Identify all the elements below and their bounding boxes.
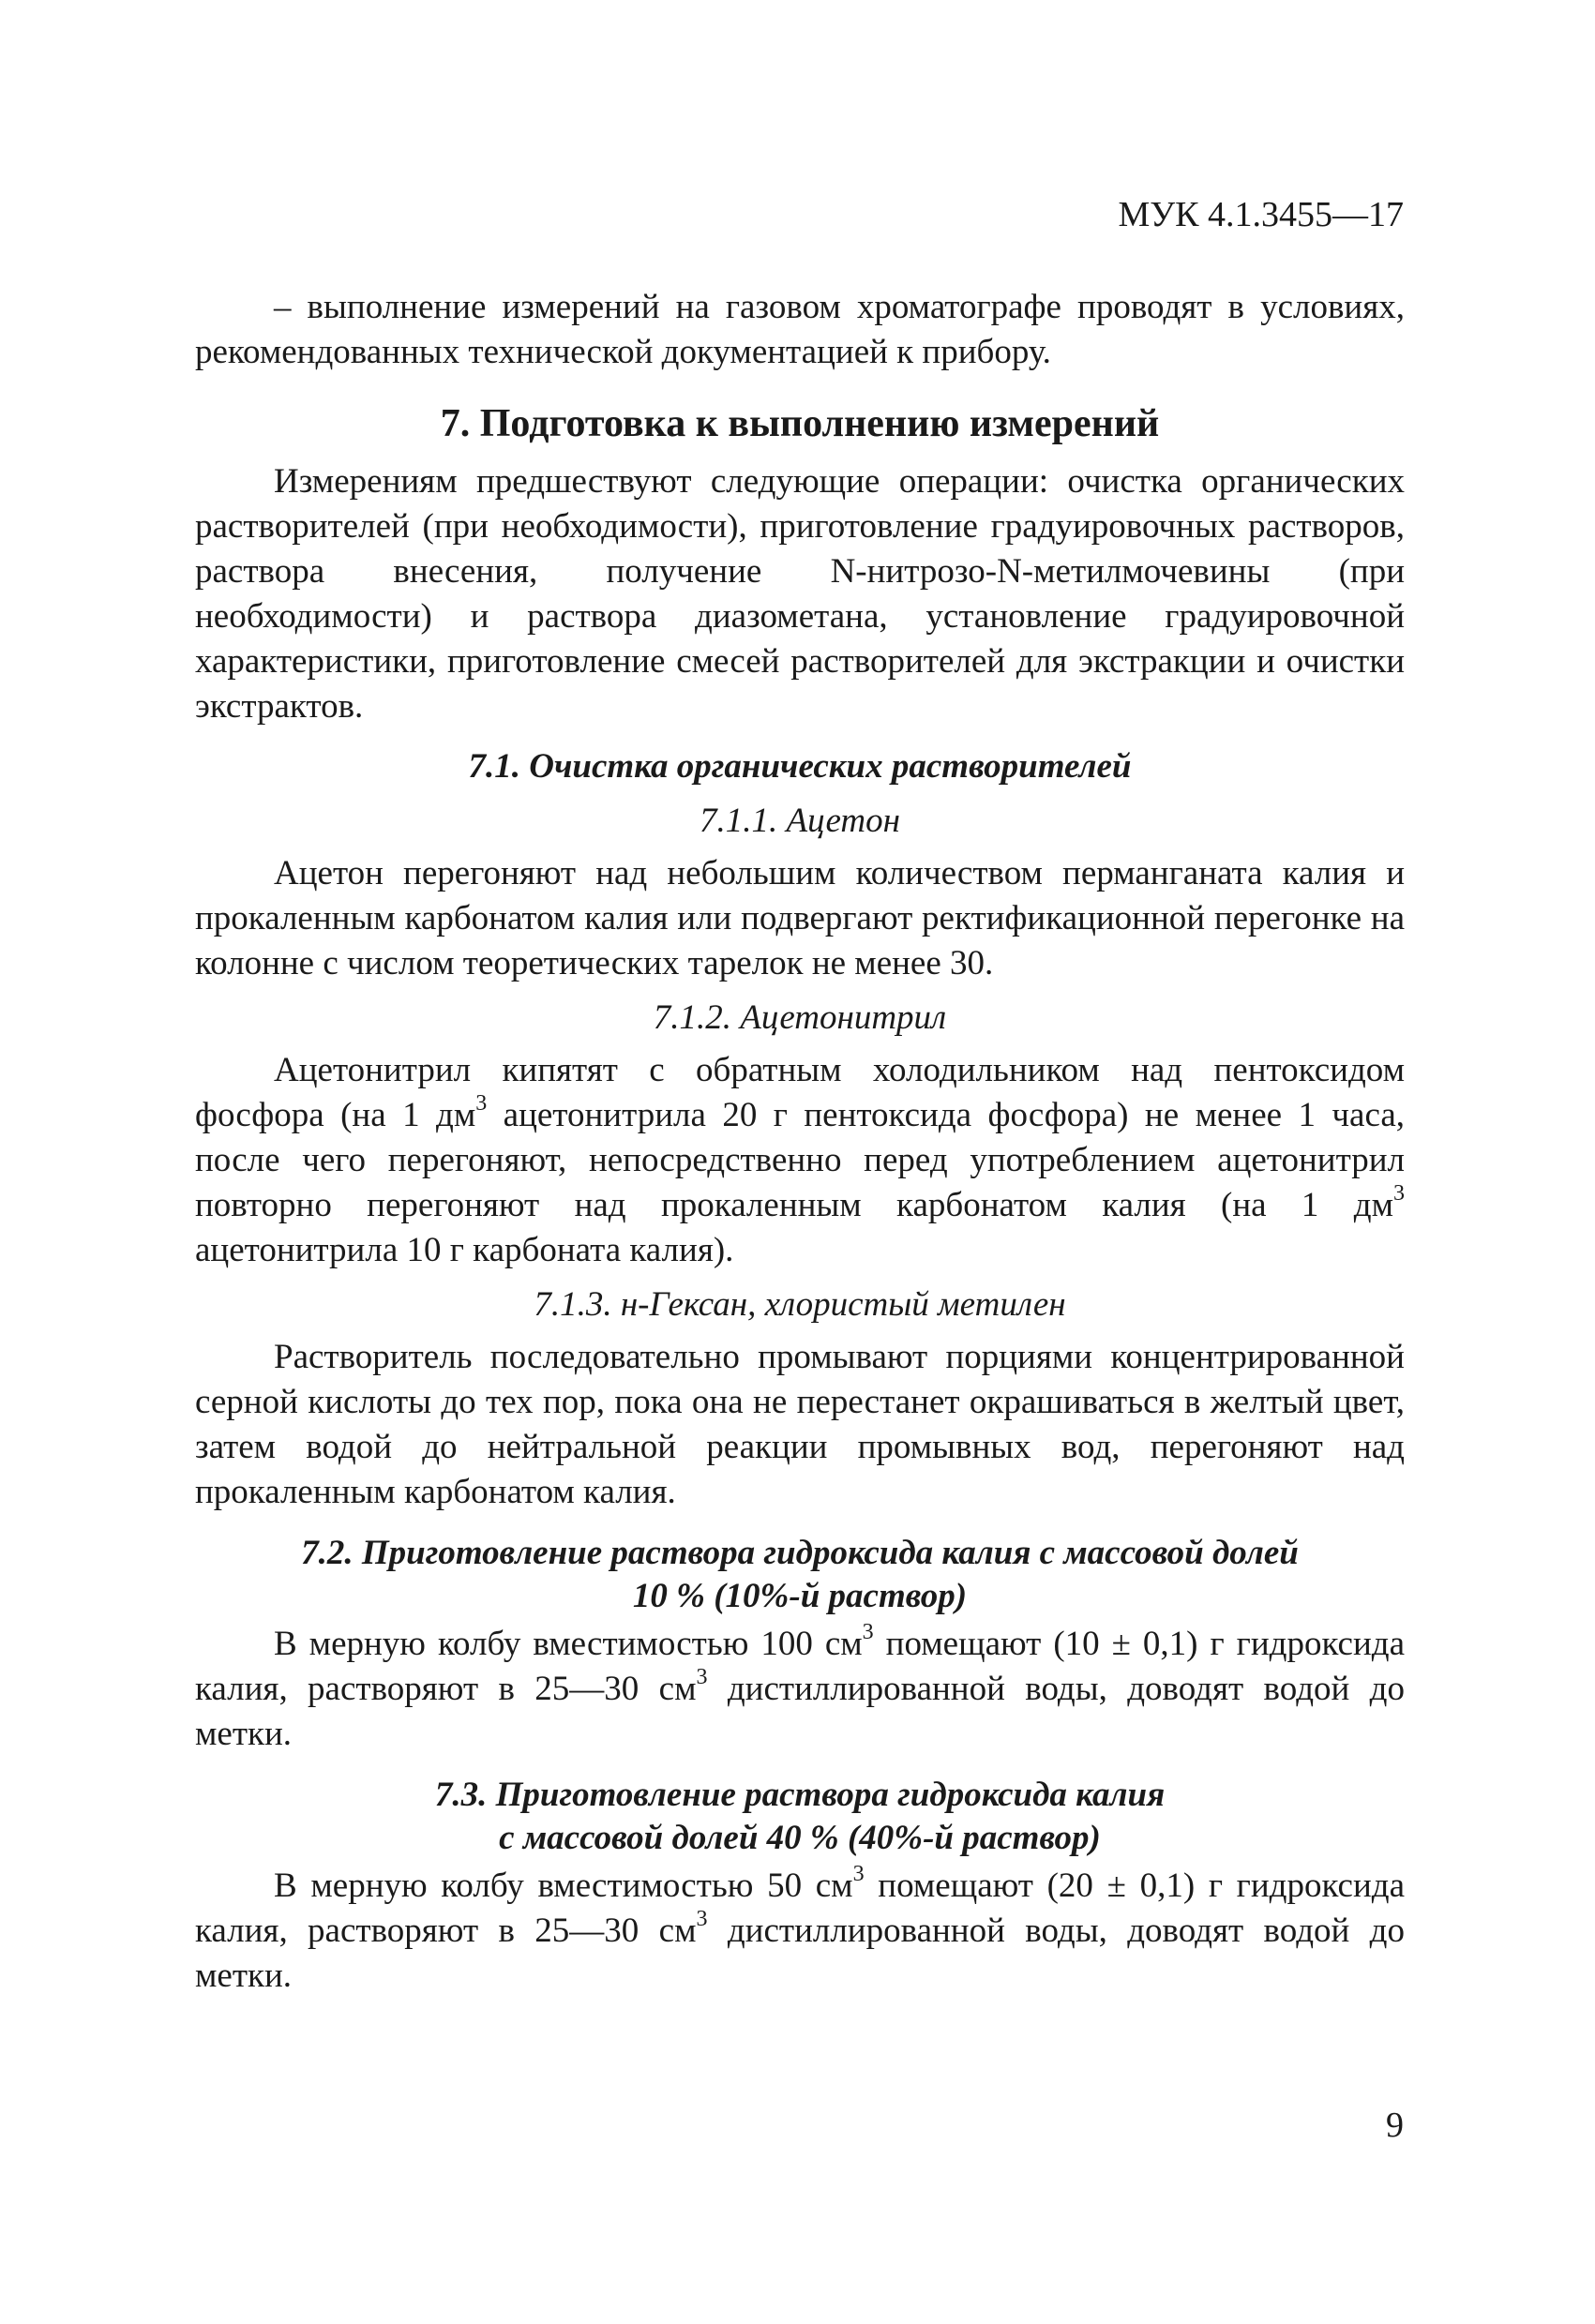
section-7-2-paragraph — [195, 1622, 1405, 1757]
text-run: дистиллированной воды, доводят водой до метки. — [195, 1912, 1406, 1995]
section-7-2-title — [195, 1532, 1405, 1618]
superscript: 3 — [696, 1907, 708, 1932]
section-7-2-title-line-2: 10 % (10%-й раствор) — [632, 1577, 968, 1615]
document-code-header: МУК 4.1.3455—17 — [1118, 195, 1404, 234]
text-run: В мерную колбу вместимостью 50 см — [274, 1867, 853, 1905]
text-run: ацетонитрила 10 г карбоната калия). — [195, 1231, 734, 1269]
superscript: 3 — [852, 1862, 865, 1887]
section-7-2-title-line-1: 7.2. Приготовление раствора гидроксида калия с массовой долей — [301, 1534, 1299, 1572]
section-7-1-3-paragraph: Растворитель последовательно промывают порциями концентрированной серной кислоты до тех пор, пока она не перестанет окрашиваться в желтый цвет, затем водой до нейтральной реакции промывных вод, перегоняют над прокаленным карбонатом калия. — [195, 1338, 1405, 1511]
section-7-3-title-line-1: 7.3. Приготовление раствора гидроксида калия — [434, 1776, 1166, 1814]
text-run: помещают (20 ± 0,1) г гидроксида калия, растворяют в 25—30 см — [195, 1867, 1406, 1950]
section-7-title: 7. Подготовка к выполнению измерений — [440, 402, 1160, 445]
text-run: В мерную колбу вместимостью 100 см — [274, 1625, 863, 1663]
intro-paragraph: – выполнение измерений на газовом хроматографе проводят в условиях, рекомендованных технической документацией к прибору. — [195, 288, 1405, 371]
text-run: Ацетонитрил кипятят с обратным холодильником над пентоксидом фосфора (на 1 дм — [195, 1051, 1405, 1134]
text-run: помещают (10 ± 0,1) г гидроксида калия, растворяют в 25—30 см — [195, 1625, 1405, 1708]
section-7-1-3-title: 7.1.3. н-Гексан, хлористый метилен — [534, 1285, 1066, 1324]
section-7-1-2-paragraph — [195, 1048, 1405, 1273]
section-7-3-title — [195, 1774, 1405, 1860]
section-7-3-title-line-2: с массовой долей 40 % (40%-й раствор) — [499, 1819, 1101, 1857]
document-body — [195, 285, 1405, 1999]
section-7-1-title: 7.1. Очистка органических растворителей — [468, 747, 1132, 786]
superscript: 3 — [475, 1091, 488, 1117]
text-run: дистиллированной воды, доводят водой до метки. — [195, 1670, 1406, 1753]
section-7-1-1-paragraph: Ацетон перегоняют над небольшим количеством перманганата калия и прокаленным карбонатом калия или подвергают ректификационной перегонке на колонне с числом теоретических тарелок не менее 30. — [195, 854, 1405, 982]
superscript: 3 — [696, 1665, 708, 1690]
section-7-1-2-title: 7.1.2. Ацетонитрил — [653, 998, 947, 1037]
superscript: 3 — [1393, 1181, 1405, 1207]
section-7-3-paragraph — [195, 1864, 1405, 1999]
page-number: 9 — [1386, 2106, 1404, 2145]
section-7-paragraph: Измерениям предшествуют следующие операции: очистка органических растворителей (при необходимости), приготовление градуировочных растворов, раствора внесения, получение N-нитрозо-N-метилмочевины (при необходимости) и раствора диазометана, установление градуировочной характеристики, приготовление смесей растворителей для экстракции и очистки экстрактов. — [195, 462, 1405, 726]
section-7-1-1-title: 7.1.1. Ацетон — [699, 802, 901, 840]
text-run: ацетонитрила 20 г пентоксида фосфора) не менее 1 часа, после чего перегоняют, непосредственно перед употреблением ацетонитрил повторно перегоняют над прокаленным карбонатом калия (на 1 дм — [195, 1096, 1405, 1224]
superscript: 3 — [862, 1620, 874, 1645]
